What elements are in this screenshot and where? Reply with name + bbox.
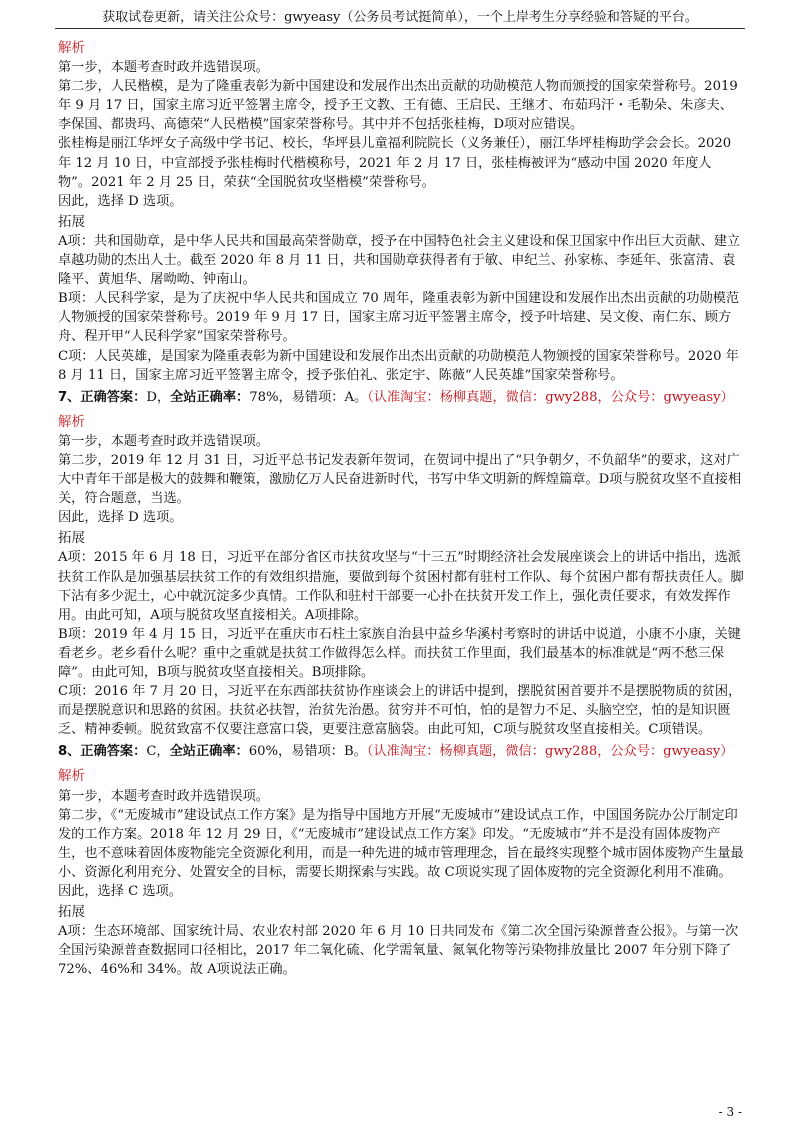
paragraph: B项：人民科学家，是为了庆祝中华人民共和国成立 70 周年，隆重表彰为新中国建设和发展作出杰出贡献的功勋模范人物颁授的国家荣誉称号。2019 年 9 月 17 日，国家主席习近平签署主席令，授予叶培建、吴文俊、南仁东、顾方舟、程开甲“人民科学家”国家荣誉称号。 <box>58 291 740 345</box>
section-heading-jiexi: 解析 <box>58 413 85 430</box>
source-note: （认准淘宝：杨柳真题，微信：gwy288，公众号：gwyeasy） <box>367 389 734 405</box>
paragraph: A项：2015 年 6 月 18 日，习近平在部分省区市扶贫攻坚与“十三五”时期经济社会发展座谈会上的讲话中指出，选派扶贫工作队是加强基层扶贫工作的有效组织措施，要做到每个贫困村都有驻村工作队、每个贫困户都有帮扶责任人。脚下沾有多少泥土，心中就沉淀多少真情。工作队和驻村干部要一心扑在扶贫开发工作上，强化责任要求，有效发挥作用。由此可知，A项与脱贫攻坚直接相关。A项排除。 <box>58 550 744 623</box>
paragraph: 因此，选择 D 选项。 <box>58 193 183 209</box>
question-number: 7、 <box>58 389 81 405</box>
paragraph: 因此，选择 C 选项。 <box>58 884 182 900</box>
section-heading-tuozhan: 拓展 <box>58 213 85 230</box>
paragraph: 第一步，本题考查时政并选错误项。 <box>58 60 269 76</box>
accuracy-value: 60%，易错项：B。 <box>248 744 367 760</box>
accuracy-label: 全站正确率： <box>169 744 249 760</box>
paragraph: C项：人民英雄，是国家为隆重表彰为新中国建设和发展作出杰出贡献的功勋模范人物颁授的国家荣誉称号。2020 年 8 月 11 日，国家主席习近平签署主席令，授予张伯礼、张定宇、陈薇“人民英雄”国家荣誉称号。 <box>58 348 744 383</box>
document-body <box>58 33 744 980</box>
paragraph: 第一步，本题考查时政并选错误项。 <box>58 788 269 804</box>
section-heading-tuozhan: 拓展 <box>58 530 85 547</box>
accuracy-value: 78%，易错项：A。 <box>249 389 368 405</box>
answer-label: 正确答案： <box>80 744 147 760</box>
section-heading-jiexi: 解析 <box>58 768 85 785</box>
answer-line <box>58 742 744 761</box>
paragraph: 第二步，人民楷模，是为了隆重表彰为新中国建设和发展作出杰出贡献的功勋模范人物而颁授的国家荣誉称号。2019 年 9 月 17 日，国家主席习近平签署主席令，授予王文教、王有德、王启民、王继才、布茹玛汗・毛勒朵、朱彦夫、李保国、都贵玛、高德荣“人民楷模”国家荣誉称号。其中并不包括张桂梅，D项对应错误。 <box>58 79 742 133</box>
answer-value: C， <box>146 744 170 760</box>
question-number: 8、 <box>58 744 81 760</box>
paragraph: 第一步，本题考查时政并选错误项。 <box>58 433 269 449</box>
source-note: （认准淘宝：杨柳真题，微信：gwy288，公众号：gwyeasy） <box>366 744 734 760</box>
paragraph: A项：共和国勋章，是中华人民共和国最高荣誉勋章，授予在中国特色社会主义建设和保卫国家中作出巨大贡献、建立卓越功勋的杰出人士。截至 2020 年 8 月 11 日，共和国勋章获得者有于敏、申纪兰、孙家栋、李延年、张富清、袁隆平、黄旭华、屠呦呦、钟南山。 <box>58 233 741 288</box>
paragraph: 第二步，2019 年 12 月 31 日，习近平总书记发表新年贺词，在贺词中提出了“只争朝夕，不负韶华”的要求，这对广大中青年干部是极大的鼓舞和鞭策，激励亿万人民奋进新时代，书写中华文明新的辉煌篇章。D项与脱贫攻坚不直接相关，符合题意，当选。 <box>58 452 742 507</box>
paragraph: B项：2019 年 4 月 15 日，习近平在重庆市石柱土家族自治县中益乡华溪村考察时的讲话中说道，小康不小康，关键看老乡。老乡看什么呢？重中之重就是扶贫工作做得怎么样。而扶贫工作里面，我们最基本的标准就是“两不愁三保障”。由此可知，B项与脱贫攻坚直接相关。B项排除。 <box>58 626 741 680</box>
paragraph: 张桂梅是丽江华坪女子高级中学书记、校长，华坪县儿童福利院院长（义务兼任），丽江华坪桂梅助学会会长。2020 年 12 月 10 日，中宣部授予张桂梅时代楷模称号，2021 年 2 月 17 日，张桂梅被评为“感动中国 2020 年度人物”。2021 年 2 月 25 日，荣获“全国脱贫攻坚楷模”荣誉称号。 <box>58 136 736 190</box>
paragraph: 第二步，《“无废城市”建设试点工作方案》是为指导中国地方开展“无废城市”建设试点工作，中国国务院办公厅制定印发的工作方案。2018 年 12 月 29 日，《“无废城市”建设试点工作方案》印发。“无废城市”并不是没有固体废物产生，也不意味着固体废物能完全资源化利用，而是一种先进的城市管理理念，旨在最终实现整个城市固体废物产生量最小、资源化利用充分、处置安全的目标，需要长期探索与实践。故 C项说实现了固体废物的完全资源化利用不准确。 <box>58 807 744 880</box>
page-header: 获取试卷更新，请关注公众号：gwyeasy（公务员考试挺简单），一个上岸考生分享经验和答疑的平台。 <box>102 10 698 25</box>
answer-line <box>58 388 744 407</box>
accuracy-label: 全站正确率： <box>170 389 250 405</box>
page-number: - 3 - <box>718 1105 742 1119</box>
answer-value: D， <box>146 389 171 405</box>
section-heading-tuozhan: 拓展 <box>58 904 85 921</box>
section-heading-jiexi: 解析 <box>58 40 85 56</box>
paragraph: A项：生态环境部、国家统计局、农业农村部 2020 年 6 月 10 日共同发布《第二次全国污染源普查公报》。与第一次全国污染源普查数据同口径相比，2017 年二氧化硫、化学需氧量、氮氧化物等污染物排放量比 2007 年分别下降了 72%、46%和 34%。故 A项说法正确。 <box>58 924 739 978</box>
paragraph: C项：2016 年 7 月 20 日，习近平在东西部扶贫协作座谈会上的讲话中提到，摆脱贫困首要并不是摆脱物质的贫困，而是摆脱意识和思路的贫困。扶贫必扶智，治贫先治愚。贫穷并不可怕，怕的是智力不足、头脑空空，怕的是知识匮乏、精神委顿。脱贫致富不仅要注意富口袋，更要注意富脑袋。由此可知，C项与脱贫攻坚直接相关。C项错误。 <box>58 684 742 738</box>
header-divider <box>55 28 745 29</box>
paragraph: 因此，选择 D 选项。 <box>58 510 183 526</box>
answer-label: 正确答案： <box>80 389 147 405</box>
